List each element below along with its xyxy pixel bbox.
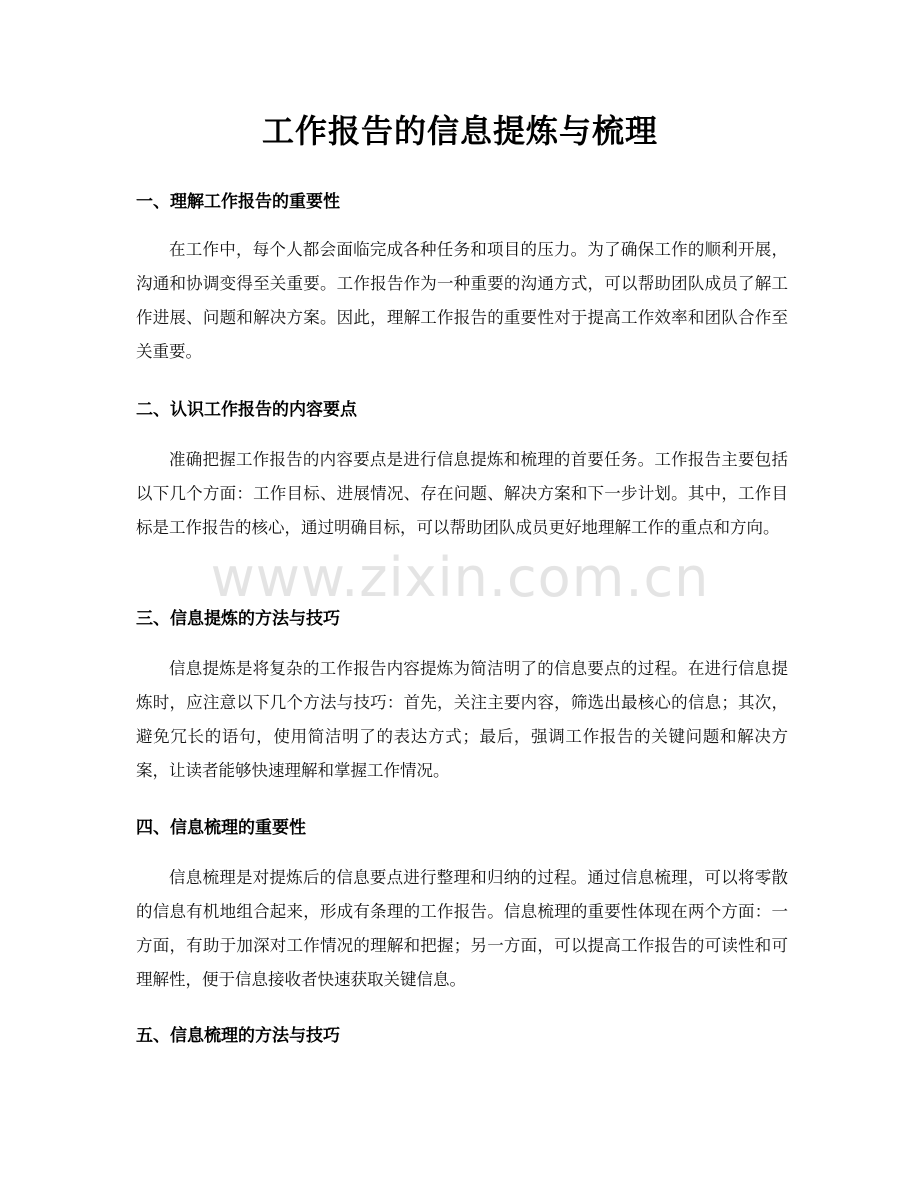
section-1-heading: 一、理解工作报告的重要性 bbox=[136, 192, 340, 212]
section-3-heading: 三、信息提炼的方法与技巧 bbox=[136, 609, 340, 629]
section-2-heading: 二、认识工作报告的内容要点 bbox=[136, 400, 357, 420]
section-1-paragraph: 在工作中，每个人都会面临完成各种任务和项目的压力。为了确保工作的顺利开展，沟通和协调变得至关重要。工作报告作为一种重要的沟通方式，可以帮助团队成员了解工作进展、问题和解决方案。因此，理解工作报告的重要性对于提高工作效率和团队合作至关重要。 bbox=[136, 240, 788, 361]
watermark-text: www.zixin.com.cn bbox=[210, 546, 710, 609]
section-2-paragraph: 准确把握工作报告的内容要点是进行信息提炼和梳理的首要任务。工作报告主要包括以下几个方面：工作目标、进展情况、存在问题、解决方案和下一步计划。其中，工作目标是工作报告的核心，通过明确目标，可以帮助团队成员更好地理解工作的重点和方向。 bbox=[136, 450, 788, 537]
page-title: 工作报告的信息提炼与梳理 bbox=[261, 112, 658, 150]
section-4-paragraph: 信息梳理是对提炼后的信息要点进行整理和归纳的过程。通过信息梳理，可以将零散的信息有机地组合起来，形成有条理的工作报告。信息梳理的重要性体现在两个方面：一方面，有助于加深对工作情况的理解和把握；另一方面，可以提高工作报告的可读性和可理解性，便于信息接收者快速获取关键信息。 bbox=[136, 868, 788, 989]
section-4-heading: 四、信息梳理的重要性 bbox=[136, 818, 306, 838]
section-5-heading: 五、信息梳理的方法与技巧 bbox=[136, 1026, 340, 1046]
section-3-paragraph: 信息提炼是将复杂的工作报告内容提炼为简洁明了的信息要点的过程。在进行信息提炼时，应注意以下几个方法与技巧：首先，关注主要内容，筛选出最核心的信息；其次，避免冗长的语句，使用简洁明了的表达方式；最后，强调工作报告的关键问题和解决方案，让读者能够快速理解和掌握工作情况。 bbox=[136, 659, 788, 780]
